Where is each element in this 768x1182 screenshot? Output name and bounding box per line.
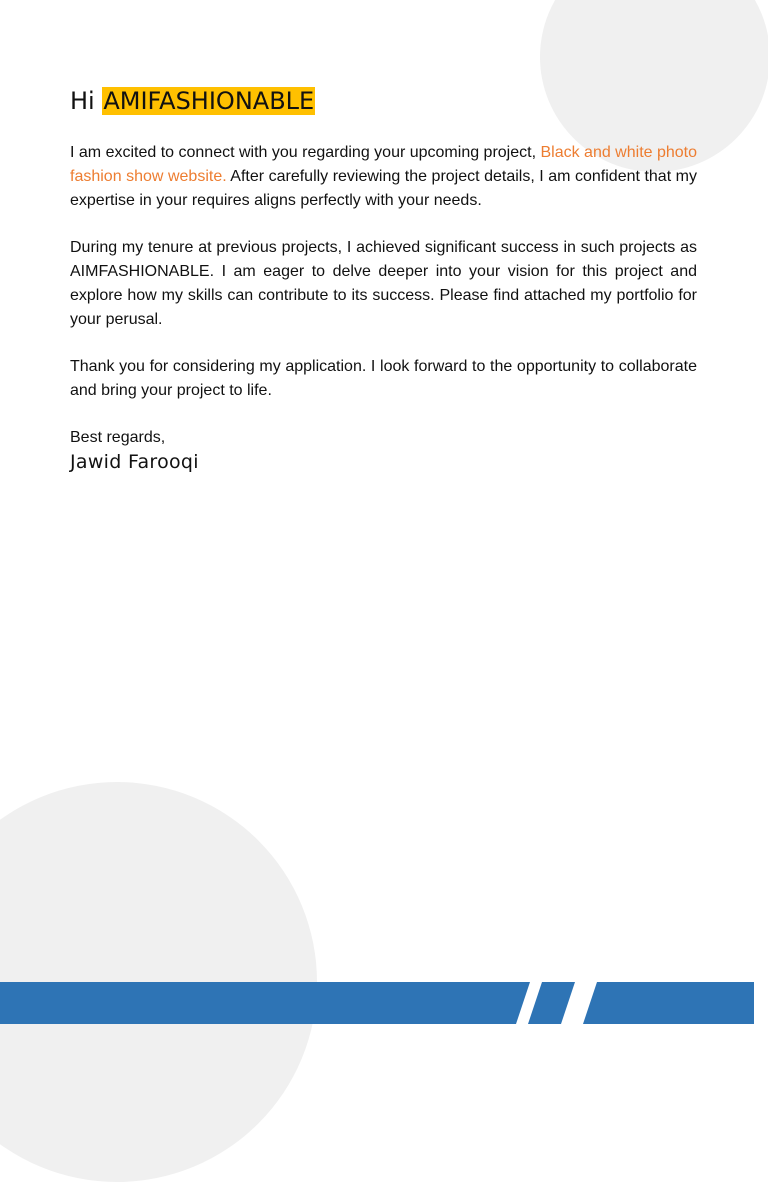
intro-text-start: I am excited to connect with you regarding your upcoming project, [70, 144, 541, 161]
footer-band [0, 982, 768, 1024]
project-name: Black and white photo fashion show website. [70, 144, 698, 185]
sign-off: Best regards, [70, 429, 166, 446]
intro-text-end: After carefully reviewing the project details, I am confident that my expertise in your requires aligns perfectly with your needs. [70, 168, 697, 209]
footer-band-stripe [528, 982, 575, 1024]
signature-name: Jawid Farooqi [70, 451, 199, 473]
footer-band-left [0, 982, 530, 1024]
cover-letter [70, 86, 697, 475]
greeting-prefix: Hi [70, 87, 103, 115]
footer-band-right [583, 982, 754, 1024]
greeting [70, 86, 697, 116]
recipient-name: AMIFASHIONABLE [103, 87, 315, 115]
paragraph-thanks: Thank you for considering my application. I look forward to the opportunity to collaborate and bring your project to life. [70, 358, 697, 399]
paragraph-experience: During my tenure at previous projects, I achieved significant success in such projects as AIMFASHIONABLE. I am eager to delve deeper into your vision for this project and explore how my skills can contribute to its success. Please find attached my portfolio for your perusal. [70, 239, 697, 328]
paragraph-intro [70, 141, 697, 213]
